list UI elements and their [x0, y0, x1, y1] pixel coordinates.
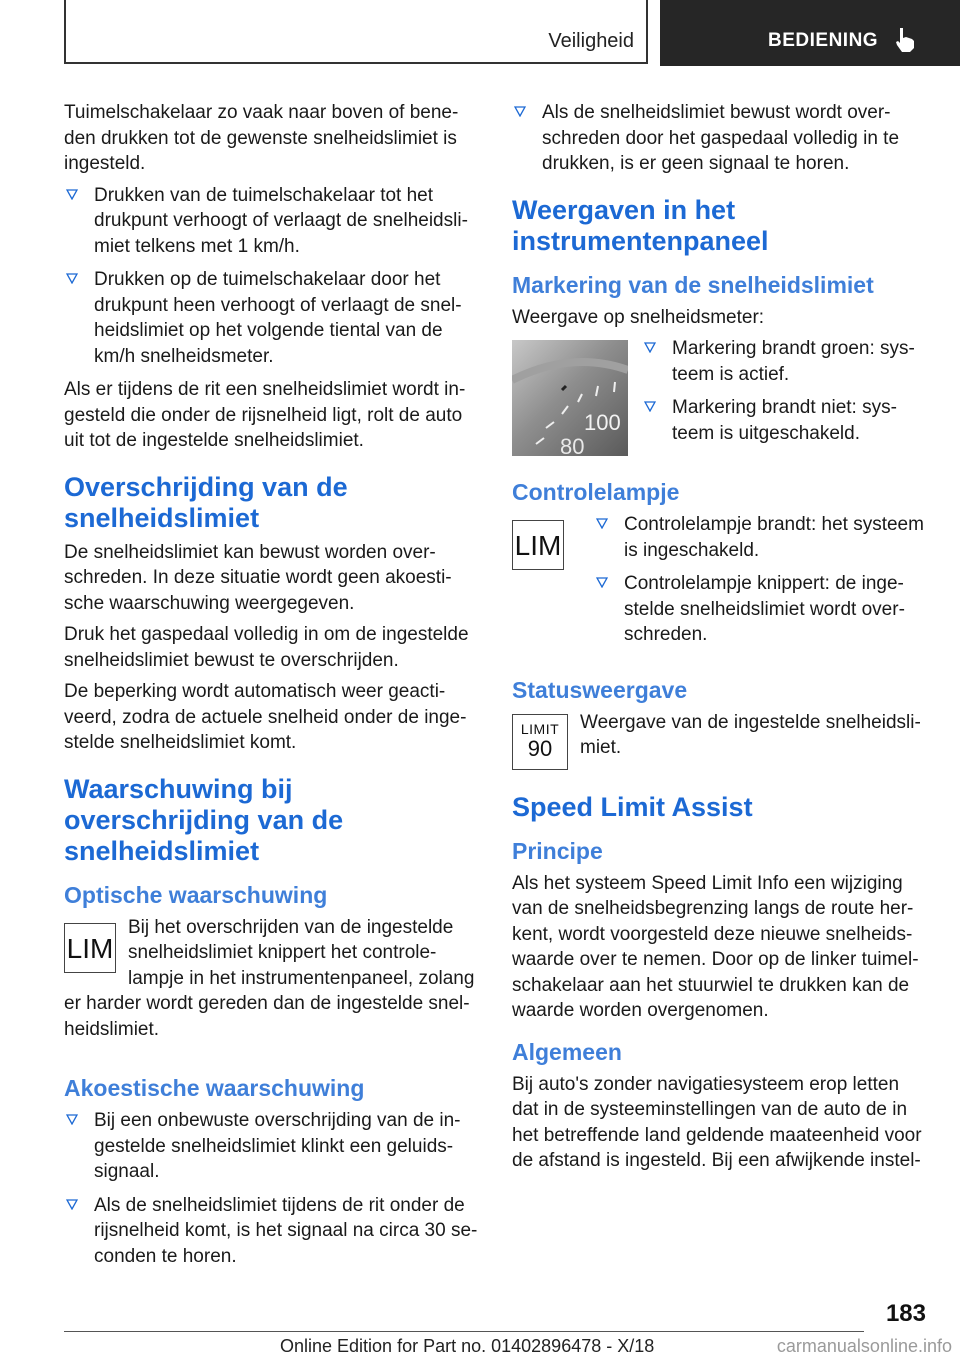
rit-paragraph: Als er tijdens de rit een snelheidslimiet wordt in-gesteld die onder de rijsnelheid ligt, rolt de auto uit tot de ingestelde snelheidslimiet. — [64, 379, 466, 451]
header-section-box — [64, 0, 648, 64]
limit-icon-label: LIMIT — [520, 720, 560, 737]
header-section-title: Veiligheid — [548, 30, 634, 52]
triangle-bullet-icon — [644, 342, 656, 353]
intro-paragraph: Tuimelschakelaar zo vaak naar boven of bene-den drukken tot de gewenste snelheidslimiet is ingesteld. — [64, 102, 459, 174]
speedo-label-100: 100 — [584, 410, 621, 435]
triangle-bullet-icon — [66, 1199, 78, 1210]
lim-indicator-icon: LIM — [512, 520, 564, 570]
triangle-bullet-icon — [66, 189, 78, 200]
heading-overschrijding: Overschrijding van de snelheidslimiet — [64, 471, 348, 533]
speedometer-block — [512, 336, 926, 464]
controlelampje-block — [512, 512, 926, 656]
principe-paragraph: Als het systeem Speed Limit Info een wijziging van de snelheidsbegrenzing langs de route her-kent, wordt voorgesteld deze nieuwe snelheids-waarde over te nemen. Door op de linker tuimel-schakelaar aan het stuurwiel te drukken kan de waarde worden overgenomen. — [512, 872, 919, 1021]
algemeen-paragraph: Bij auto's zonder navigatiesysteem erop letten dat in de systeeminstellingen van de auto de in het betreffende land geldende maateenheid voor de afstand is ingesteld. Bij een afwijkende instel- — [512, 1073, 922, 1171]
overschrijding-paragraph-2: Druk het gaspedaal volledig in om de ingestelde snelheidslimiet bewust te overschrijden. — [64, 624, 469, 671]
overschrijding-paragraph-1: De snelheidslimiet kan bewust worden over-schreden. In deze situatie wordt geen akoesti-sche waarschuwing weergegeven. — [64, 541, 452, 614]
header-chapter-tab — [660, 0, 960, 66]
optische-block — [64, 915, 478, 1049]
triangle-bullet-icon — [66, 1114, 78, 1125]
list-item: Als de snelheidslimiet bewust wordt over-schreden door het gaspedaal volledig in te drukken, is er geen signaal te horen. — [512, 100, 926, 177]
list-item: Bij een onbewuste overschrijding van de in-gestelde snelheidslimiet klinkt een geluids-signaal. — [64, 1108, 478, 1185]
limit-90-icon — [512, 714, 568, 770]
triangle-bullet-icon — [596, 518, 608, 529]
heading-optische-waarschuwing: Optische waarschuwing — [64, 881, 328, 908]
heading-algemeen: Algemeen — [512, 1038, 622, 1065]
heading-waarschuwing: Waarschuwing bij overschrijding van de snelheidslimiet — [64, 773, 344, 866]
list-item: Controlelampje brandt: het systeem is ingeschakeld. — [594, 512, 926, 563]
speedometer-image — [512, 340, 628, 456]
right-column — [512, 100, 926, 1180]
status-paragraph: Weergave van de ingestelde snelheidsli-miet. — [580, 711, 921, 758]
heading-akoestische-waarschuwing: Akoestische waarschuwing — [64, 1075, 365, 1101]
overschrijding-paragraph-3: De beperking wordt automatisch weer geacti-veerd, zodra de actuele snelheid onder de inge-stelde snelheidslimiet komt. — [64, 681, 467, 753]
list-item: Drukken van de tuimelschakelaar tot het drukpunt verhoogt of verlaagt de snelheidsli-miet telkens met 1 km/h. — [64, 183, 478, 260]
heading-principe: Principe — [512, 837, 603, 864]
list-item: Markering brandt groen: sys-teem is actief. — [642, 336, 926, 387]
triangle-bullet-icon — [596, 577, 608, 588]
footer-watermark: carmanualsonline.info — [776, 1336, 952, 1356]
pointing-hand-icon — [894, 26, 916, 54]
heading-speed-limit-assist: Speed Limit Assist — [512, 791, 753, 822]
list-item: Markering brandt niet: sys-teem is uitgeschakeld. — [642, 395, 926, 446]
list-item: Controlelampje knippert: de inge-stelde snelheidslimiet wordt over-schreden. — [594, 571, 926, 648]
list-item: Als de snelheidslimiet tijdens de rit onder de rijsnelheid komt, is het signaal na circa 30 se-conden te horen. — [64, 1193, 478, 1270]
list-item: Drukken op de tuimelschakelaar door het drukpunt heen verhoogt of verlaagt de snel-heidslimiet op het volgende tiental van de km/h snelheidsmeter. — [64, 267, 478, 369]
status-block — [512, 710, 926, 774]
lim-indicator-icon: LIM — [64, 923, 116, 973]
triangle-bullet-icon — [66, 273, 78, 284]
footer-divider — [64, 1331, 864, 1332]
triangle-bullet-icon — [644, 401, 656, 412]
weergave-paragraph: Weergave op snelheidsmeter: — [512, 306, 765, 328]
limit-icon-value: 90 — [527, 735, 553, 761]
header-chapter-title: BEDIENING — [768, 30, 879, 51]
triangle-bullet-icon — [514, 106, 526, 117]
speedo-label-80: 80 — [560, 434, 585, 456]
page-number: 183 — [885, 1300, 926, 1327]
heading-statusweergave: Statusweergave — [512, 676, 688, 703]
heading-controlelampje: Controlelampje — [512, 479, 680, 505]
heading-weergaven: Weergaven in het instrumentenpaneel — [512, 194, 769, 256]
heading-markering: Markering van de snelheidslimiet — [512, 271, 874, 298]
footer-edition: Online Edition for Part no. 01402896478 - X/18 — [280, 1336, 655, 1356]
left-column — [64, 100, 478, 1277]
optische-paragraph: Bij het overschrijden van de ingestelde snelheidslimiet knippert het controle-lampje in het instrumentenpaneel, zolang er harder wordt gereden dan de ingestelde snel-heidslimiet. — [64, 916, 475, 1040]
